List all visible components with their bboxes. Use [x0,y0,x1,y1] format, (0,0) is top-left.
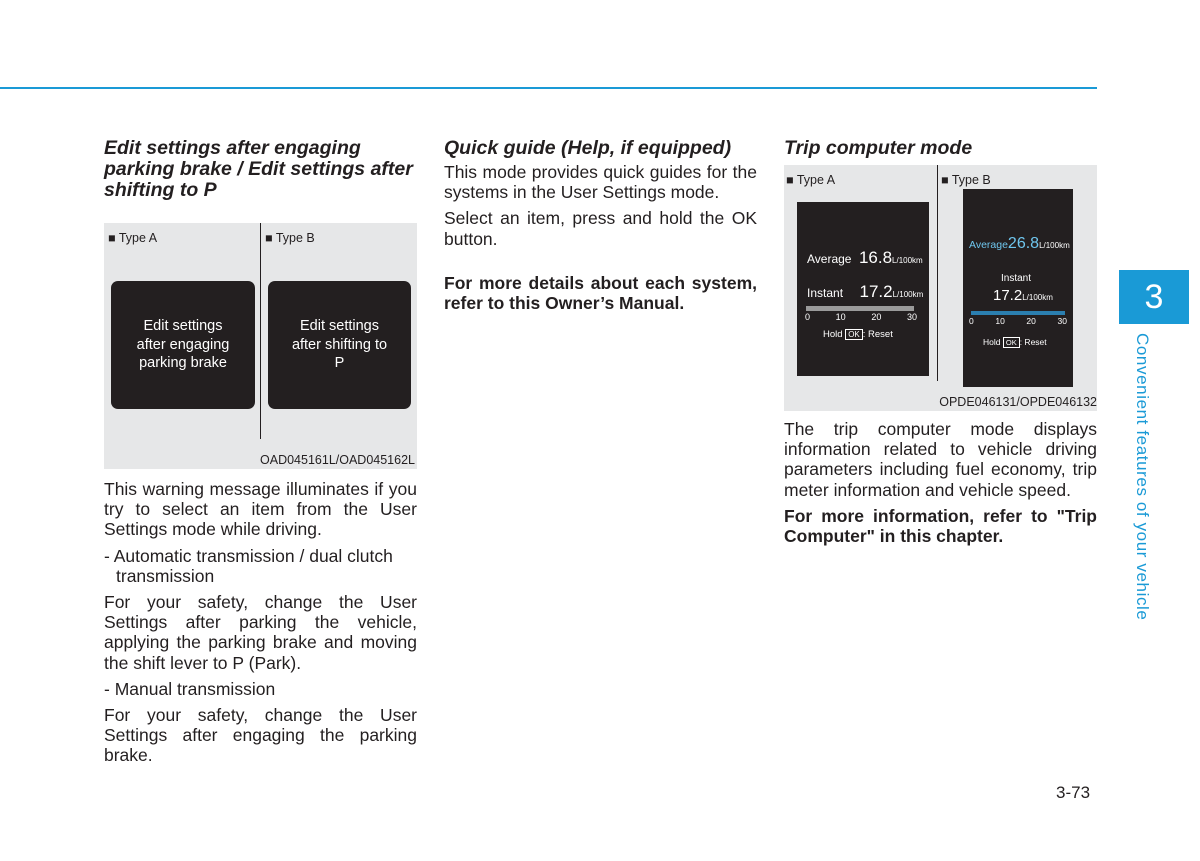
bold-note: For more details about each system, refer to this Owner’s Manual. [444,272,757,314]
type-a-label: ■ Type A [786,173,836,187]
unit-label: L/100km [892,256,923,265]
fuel-economy-bar [971,311,1065,315]
column-trip-computer [784,138,1097,552]
list-item: - Manual transmission [104,678,276,699]
chapter-title: Convenient features of your vehicle [1133,333,1152,621]
lcd-type-a [797,202,929,376]
chapter-number-tab: 3 [1119,270,1189,324]
lcd-type-b [963,189,1073,387]
section-heading-edit-settings: Edit settings after engaging parking brake / Edit settings after shifting to P [104,137,413,201]
type-b-label: ■ Type B [265,231,315,245]
instant-label: Instant [807,286,844,300]
paragraph: For your safety, change the User Settings after parking the vehicle, applying the parking brake and moving the shift lever to P (Park). [104,592,417,673]
column-quick-guide [444,138,757,319]
screen-type-b: Edit settings after shifting to P [268,281,411,409]
section-heading-quick-guide: Quick guide (Help, if equipped) [444,137,732,159]
average-value: 26.8 [1007,235,1040,252]
paragraph: For your safety, change the User Settings after engaging the parking brake. [104,705,417,766]
paragraph: The trip computer mode displays information related to vehicle driving parameters including fuel economy, trip meter information and vehicle speed. [784,419,1097,500]
instant-label: Instant [1001,273,1032,284]
hold-reset-hint: Hold OK : Reset [823,329,893,340]
average-label: Average [807,252,852,266]
figure-divider [260,223,261,439]
paragraph: This warning message illuminates if you try to select an item from the User Settings mode while driving. [104,479,417,540]
screen-type-a: Edit settings after engaging parking brake [111,281,255,409]
figure-trip-computer [784,165,1097,411]
figure-edit-settings [104,223,417,469]
unit-label: L/100km [1022,293,1053,302]
unit-label: L/100km [892,290,924,299]
instant-value: 17.2 [859,282,893,301]
page-number: 3-73 [1056,783,1091,802]
type-a-label: ■ Type A [108,231,158,245]
figure-code: OPDE046131/OPDE046132 [939,395,1097,409]
scale-labels: 0 10 20 30 [969,316,1067,326]
paragraph: Select an item, press and hold the OK button. [444,208,757,249]
type-b-label: ■ Type B [941,173,991,187]
average-label: Average [969,239,1008,251]
unit-label: L/100km [1039,241,1070,250]
scale-labels: 0 10 20 30 [805,312,917,322]
list-item: - Automatic transmission / dual clutch transmission [104,545,393,586]
paragraph: This mode provides quick guides for the systems in the User Settings mode. [444,162,757,203]
fuel-economy-bar [806,306,914,311]
average-value: 16.8 [858,248,893,267]
figure-divider [937,165,938,381]
figure-code: OAD045161L/OAD045162L [260,453,415,467]
header-rule [0,87,1097,89]
instant-value: 17.2 [993,287,1023,304]
section-heading-trip-computer: Trip computer mode [784,137,973,159]
column-edit-settings [104,138,417,772]
hold-reset-hint: Hold OK : Reset [983,337,1047,347]
bold-note: For more information, refer to "Trip Computer" in this chapter. [784,505,1097,547]
